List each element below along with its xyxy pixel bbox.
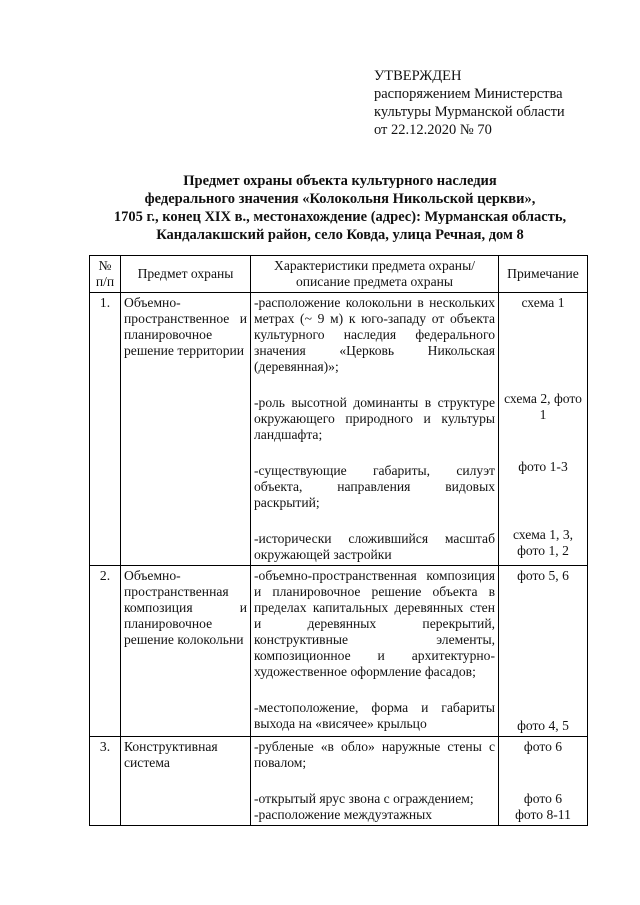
table-header-row xyxy=(90,256,588,293)
note-item: фото 1-3 xyxy=(518,459,568,474)
row-note xyxy=(499,293,588,566)
row-subject: Объемно-пространственная композиция и планировочное решение колокольни xyxy=(121,566,251,737)
note-item: схема 1, 3, фото 1, 2 xyxy=(512,527,574,558)
row-characteristics xyxy=(251,566,499,737)
characteristic-item: -объемно-пространственная композиция и планировочное решение объекта в пределах капитальных деревянных стен и деревянных перекрытий, конструктивные элементы, композиционное и архитектурно-художественное оформление фасадов; xyxy=(254,568,495,679)
approval-line: распоряжением Министерства xyxy=(374,86,563,102)
characteristic-item: -расположение междуэтажных xyxy=(254,807,433,822)
approval-line: УТВЕРЖДЕН xyxy=(374,68,462,84)
table-row xyxy=(90,566,588,737)
row-characteristics xyxy=(251,737,499,826)
note-item: схема 1 xyxy=(521,295,565,310)
note-item: фото 5, 6 xyxy=(517,568,569,583)
note-item: фото 8-11 xyxy=(515,807,571,822)
approval-line: культуры Мурманской области xyxy=(374,104,565,120)
title-line: 1705 г., конец XIX в., местонахождение (адрес): Мурманская область, xyxy=(113,209,567,225)
characteristic-item: -местоположение, форма и габариты выхода на «висячее» крыльцо xyxy=(254,700,495,731)
characteristic-item: -рубленые «в обло» наружные стены с повалом; xyxy=(254,739,495,770)
row-number: 3. xyxy=(90,737,121,826)
row-note xyxy=(499,737,588,826)
characteristic-item: -открытый ярус звона с ограждением; xyxy=(254,791,474,806)
row-subject: Объемно-пространственное и планировочное решение территории xyxy=(121,293,251,566)
note-item: фото 4, 5 xyxy=(517,718,569,733)
approval-stamp xyxy=(374,67,565,139)
row-number: 2. xyxy=(90,566,121,737)
table-row xyxy=(90,737,588,826)
title-line: Предмет охраны объекта культурного наследия xyxy=(183,173,497,189)
row-number: 1. xyxy=(90,293,121,566)
characteristic-item: -исторически сложившийся масштаб окружающей застройки xyxy=(254,531,495,562)
title-line: федерального значения «Колокольня Никольской церкви», xyxy=(144,191,536,207)
characteristic-item: -существующие габариты, силуэт объекта, направления видовых раскрытий; xyxy=(254,463,495,510)
protection-table xyxy=(89,255,588,826)
note-item: фото 6 xyxy=(523,739,563,754)
document-title xyxy=(80,172,600,244)
row-subject: Конструктивная система xyxy=(121,737,251,826)
table-row xyxy=(90,293,588,566)
characteristic-item: -расположение колокольни в нескольких метрах (~ 9 м) к юго-западу от объекта культурного наследия федерального значения «Церковь Никольская (деревянная)»; xyxy=(254,295,495,374)
note-item: схема 2, фото 1 xyxy=(504,391,582,422)
characteristic-item: -роль высотной доминанты в структуре окружающего природного и культуры ландшафта; xyxy=(254,395,495,442)
row-characteristics xyxy=(251,293,499,566)
header-note: Примечание xyxy=(499,256,588,293)
approval-line: от 22.12.2020 № 70 xyxy=(374,122,492,138)
header-subject: Предмет охраны xyxy=(121,256,251,293)
note-item: фото 6 xyxy=(523,791,563,806)
row-note xyxy=(499,566,588,737)
title-line: Кандалакшский район, село Ковда, улица Речная, дом 8 xyxy=(156,227,524,243)
header-characteristics: Характеристики предмета охраны/описание предмета охраны xyxy=(251,256,499,293)
header-num: № п/п xyxy=(90,256,121,293)
